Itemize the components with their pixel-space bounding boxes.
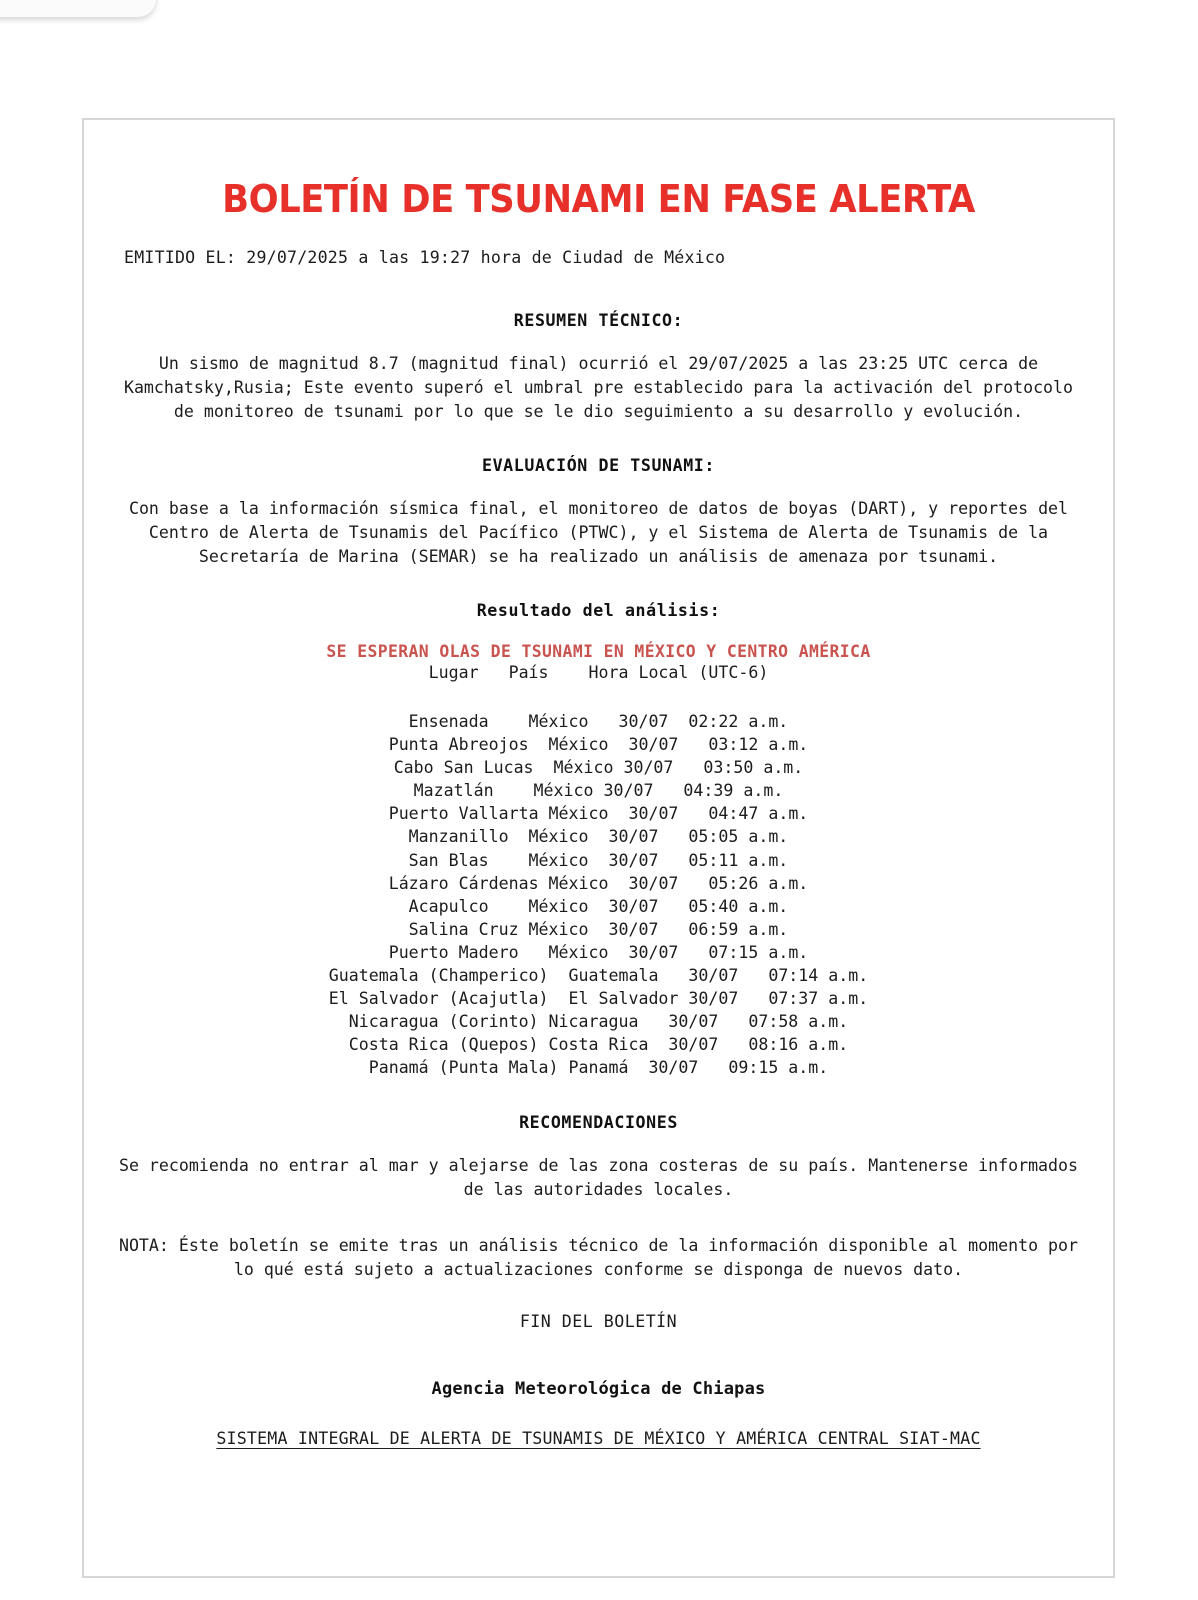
table-row: Lázaro Cárdenas México 30/07 05:26 a.m. xyxy=(388,873,809,893)
table-row: San Blas México 30/07 05:11 a.m. xyxy=(408,850,789,870)
table-row: Punta Abreojos México 30/07 03:12 a.m. xyxy=(388,735,809,755)
end-of-bulletin-line: FIN DEL BOLETÍN xyxy=(519,1312,678,1332)
recommendations-heading: RECOMENDACIONES xyxy=(519,1113,678,1133)
table-row: Manzanillo México 30/07 05:05 a.m. xyxy=(408,827,789,847)
table-row: Costa Rica (Quepos) Costa Rica 30/07 08:16 a.m. xyxy=(348,1035,849,1055)
table-row: El Salvador (Acajutla) El Salvador 30/07 07:37 a.m. xyxy=(328,988,869,1008)
table-row: Puerto Vallarta México 30/07 04:47 a.m. xyxy=(388,804,809,824)
system-name: SISTEMA INTEGRAL DE ALERTA DE TSUNAMIS DE MÉXICO Y AMÉRICA CENTRAL SIAT-MAC xyxy=(216,1429,981,1449)
table-row: Mazatlán México 30/07 04:39 a.m. xyxy=(413,781,784,801)
tsunami-bulletin-page xyxy=(82,118,1115,1578)
table-row: Nicaragua (Corinto) Nicaragua 30/07 07:58 a.m. xyxy=(348,1011,849,1031)
arrival-time-table xyxy=(106,710,1091,1079)
arrival-table-columns: Lugar País Hora Local (UTC-6) xyxy=(428,663,769,683)
background-card xyxy=(0,0,156,17)
note-body: NOTA: Éste boletín se emite tras un análisis técnico de la información disponible al momento por lo qué está sujeto a actualizaciones conforme se disponga de nuevos dato. xyxy=(118,1236,1079,1280)
issued-datetime: EMITIDO EL: 29/07/2025 a las 19:27 hora de Ciudad de México xyxy=(124,247,726,267)
tsunami-alert-statement: SE ESPERAN OLAS DE TSUNAMI EN MÉXICO Y CENTRO AMÉRICA xyxy=(326,642,871,662)
recommendations-body: Se recomienda no entrar al mar y alejarse de las zona costeras de su país. Mantenerse informados de las autoridades locales. xyxy=(118,1156,1079,1200)
table-row: Salina Cruz México 30/07 06:59 a.m. xyxy=(408,919,789,939)
technical-summary-body: Un sismo de magnitud 8.7 (magnitud final) ocurrió el 29/07/2025 a las 23:25 UTC cerca de Kamchatsky,Rusia; Este evento superó el umbral pre establecido para la activación del protocolo de monitoreo de tsunami por lo que se le dio seguimiento a su desarrollo y evolución. xyxy=(123,353,1074,421)
agency-name: Agencia Meteorológica de Chiapas xyxy=(431,1379,766,1400)
evaluation-heading: EVALUACIÓN DE TSUNAMI: xyxy=(482,456,715,476)
result-heading: Resultado del análisis: xyxy=(476,601,721,621)
page-title: BOLETÍN DE TSUNAMI EN FASE ALERTA xyxy=(222,177,975,221)
table-row: Guatemala (Champerico) Guatemala 30/07 07:14 a.m. xyxy=(328,965,869,985)
table-row: Cabo San Lucas México 30/07 03:50 a.m. xyxy=(393,758,804,778)
evaluation-body: Con base a la información sísmica final, el monitoreo de datos de boyas (DART), y reportes del Centro de Alerta de Tsunamis del Pacífico (PTWC), y el Sistema de Alerta de Tsunamis de la Secretaría de Marina (SEMAR) se ha realizado un análisis de amenaza por tsunami. xyxy=(128,499,1069,567)
table-row: Panamá (Punta Mala) Panamá 30/07 09:15 a.m. xyxy=(368,1058,829,1078)
technical-summary-heading: RESUMEN TÉCNICO: xyxy=(513,310,684,330)
table-row: Ensenada México 30/07 02:22 a.m. xyxy=(408,712,789,732)
table-row: Acapulco México 30/07 05:40 a.m. xyxy=(408,896,789,916)
table-row: Puerto Madero México 30/07 07:15 a.m. xyxy=(388,942,809,962)
